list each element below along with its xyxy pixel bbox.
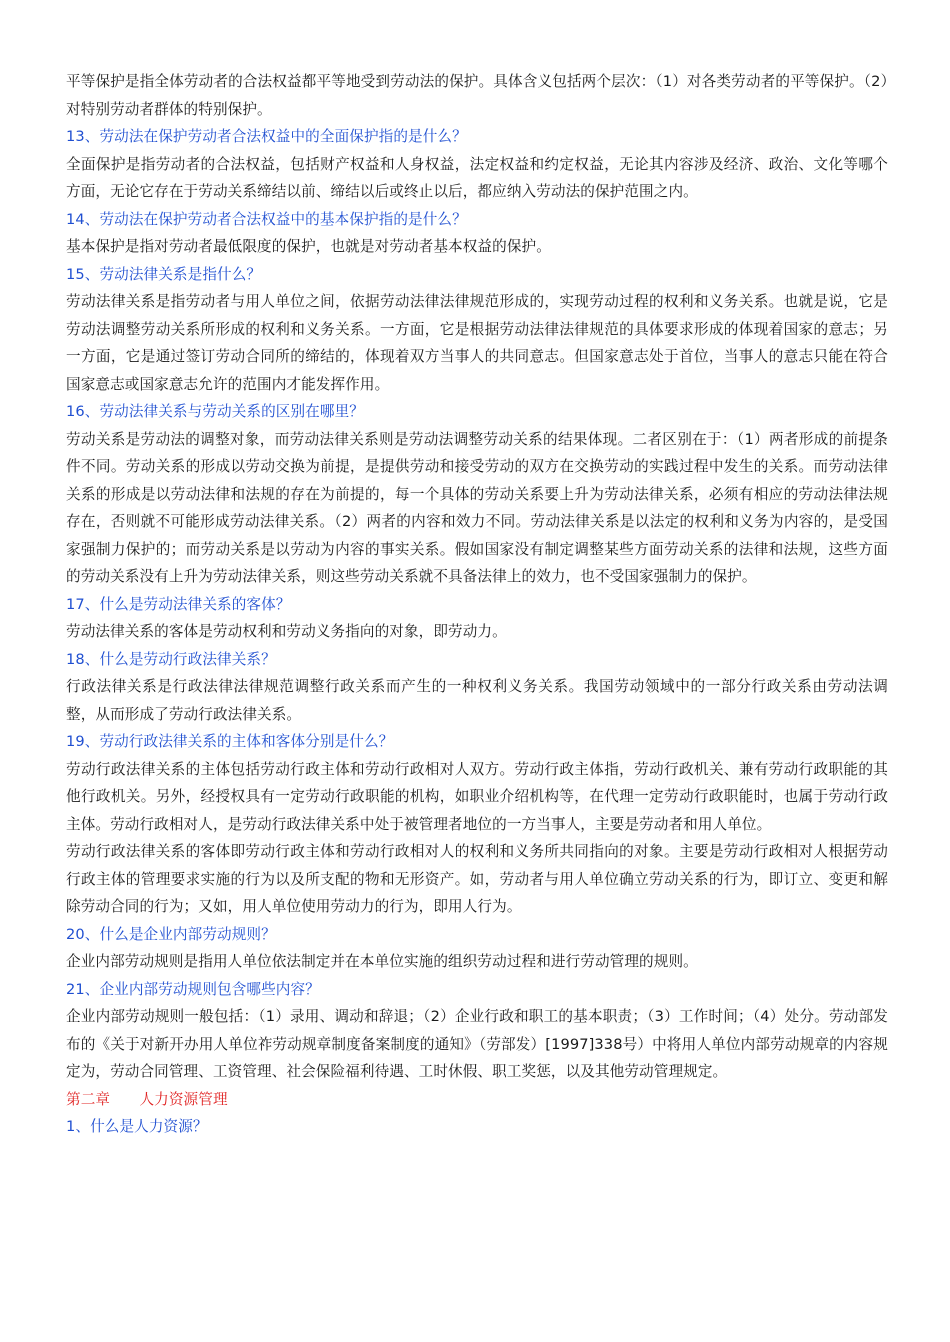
answer-20: 企业内部劳动规则是指用人单位依法制定并在本单位实施的组织劳动过程和进行劳动管理的规则。 (66, 953, 698, 970)
question-21: 21、企业内部劳动规则包含哪些内容？ (66, 980, 320, 998)
answer-17: 劳动法律关系的客体是劳动权利和劳动义务指向的对象，即劳动力。 (66, 623, 507, 640)
chapter-heading: 第二章 人力资源管理 (66, 1090, 228, 1108)
answer-14: 基本保护是指对劳动者最低限度的保护，也就是对劳动者基本权益的保护。 (66, 238, 551, 255)
question-20: 20、什么是企业内部劳动规则？ (66, 925, 276, 943)
question-13: 13、劳动法在保护劳动者合法权益中的全面保护指的是什么？ (66, 128, 467, 145)
question-14: 14、劳动法在保护劳动者合法权益中的基本保护指的是什么？ (66, 210, 467, 228)
answer-15: 劳动法律关系是指劳动者与用人单位之间，依据劳动法律法律规范形成的，实现劳动过程的权利和义务关系。也就是说，它是劳动法调整劳动关系所形成的权利和义务关系。一方面，它是根据劳动法律法律规范的具体要求形成的体现着国家的意志；另一方面，它是通过签订劳动合同所的缔结的，体现着双方当事人的共同意志。但国家意志处于首位，当事人的意志只能在符合国家意志或国家意志允许的范围内才能发挥作用。 (66, 293, 888, 393)
answer-16: 劳动关系是劳动法的调整对象，而劳动法律关系则是劳动法调整劳动关系的结果体现。二者区别在于：（1）两者形成的前提条件不同。劳动关系的形成以劳动交换为前提，是提供劳动和接受劳动的双方在交换劳动的实践过程中发生的关系。而劳动法律关系的形成是以劳动法律和法规的存在为前提的，每一个具体的劳动关系要上升为劳动法律关系，必须有相应的劳动法律法规存在，否则就不可能形成劳动法律关系。（2）两者的内容和效力不同。劳动法律关系是以法定的权利和义务为内容的，是受国家强制力保护的；而劳动关系是以劳动为内容的事实关系。假如国家没有制定调整某些方面劳动关系的法律和法规，这些方面的劳动关系没有上升为劳动法律关系，则这些劳动关系就不具备法律上的效力，也不受国家强制力的保护。 (66, 430, 888, 585)
question-15: 15、劳动法律关系是指什么？ (66, 265, 262, 283)
question-17: 17、什么是劳动法律关系的客体？ (66, 595, 291, 613)
question-16: 16、劳动法律关系与劳动关系的区别在哪里？ (66, 403, 364, 420)
answer-21: 企业内部劳动规则一般包括：（1）录用、调动和辞退；（2）企业行政和职工的基本职责；（3）工作时间；（4）处分。劳动部发布的《关于对新开办用人单位祚劳动规章制度备案制度的通知》（劳部发）[1997]338号）中将用人单位内部劳动规章的内容规定为，劳动合同管理、工资管理、社会保险福利待遇、工时休假、职工奖惩，以及其他劳动管理规定。 (66, 1008, 888, 1080)
question-19: 19、劳动行政法律关系的主体和客体分别是什么？ (66, 733, 394, 750)
document-page (66, 68, 888, 1141)
answer-19-subject: 劳动行政法律关系的主体包括劳动行政主体和劳动行政相对人双方。劳动行政主体指，劳动行政机关、兼有劳动行政职能的其他行政机关。另外，经授权具有一定劳动行政职能的机构，如职业介绍机构等，在代理一定劳动行政职能时，也属于劳动行政主体。劳动行政相对人，是劳动行政法律关系中处于被管理者地位的一方当事人，主要是劳动者和用人单位。 (66, 760, 888, 833)
answer-18: 行政法律关系是行政法律法律规范调整行政关系而产生的一种权利义务关系。我国劳动领域中的一部分行政关系由劳动法调整，从而形成了劳动行政法律关系。 (66, 678, 888, 723)
answer-19-object: 劳动行政法律关系的客体即劳动行政主体和劳动行政相对人的权利和义务所共同指向的对象。主要是劳动行政相对人根据劳动行政主体的管理要求实施的行为以及所支配的物和无形资产。如，劳动者与用人单位确立劳动关系的行为，即订立、变更和解除劳动合同的行为；又如，用人单位使用劳动力的行为，即用人行为。 (66, 843, 888, 915)
chapter2-question-1: 1、什么是人力资源？ (66, 1118, 208, 1135)
paragraph-equal-protection: 平等保护是指全体劳动者的合法权益都平等地受到劳动法的保护。具体含义包括两个层次：（1）对各类劳动者的平等保护。（2）对特别劳动者群体的特别保护。 (66, 73, 888, 118)
answer-13: 全面保护是指劳动者的合法权益，包括财产权益和人身权益，法定权益和约定权益，无论其内容涉及经济、政治、文化等哪个方面，无论它存在于劳动关系缔结以前、缔结以后或终止以后，都应纳入劳动法的保护范围之内。 (66, 155, 888, 200)
question-18: 18、什么是劳动行政法律关系？ (66, 650, 276, 668)
